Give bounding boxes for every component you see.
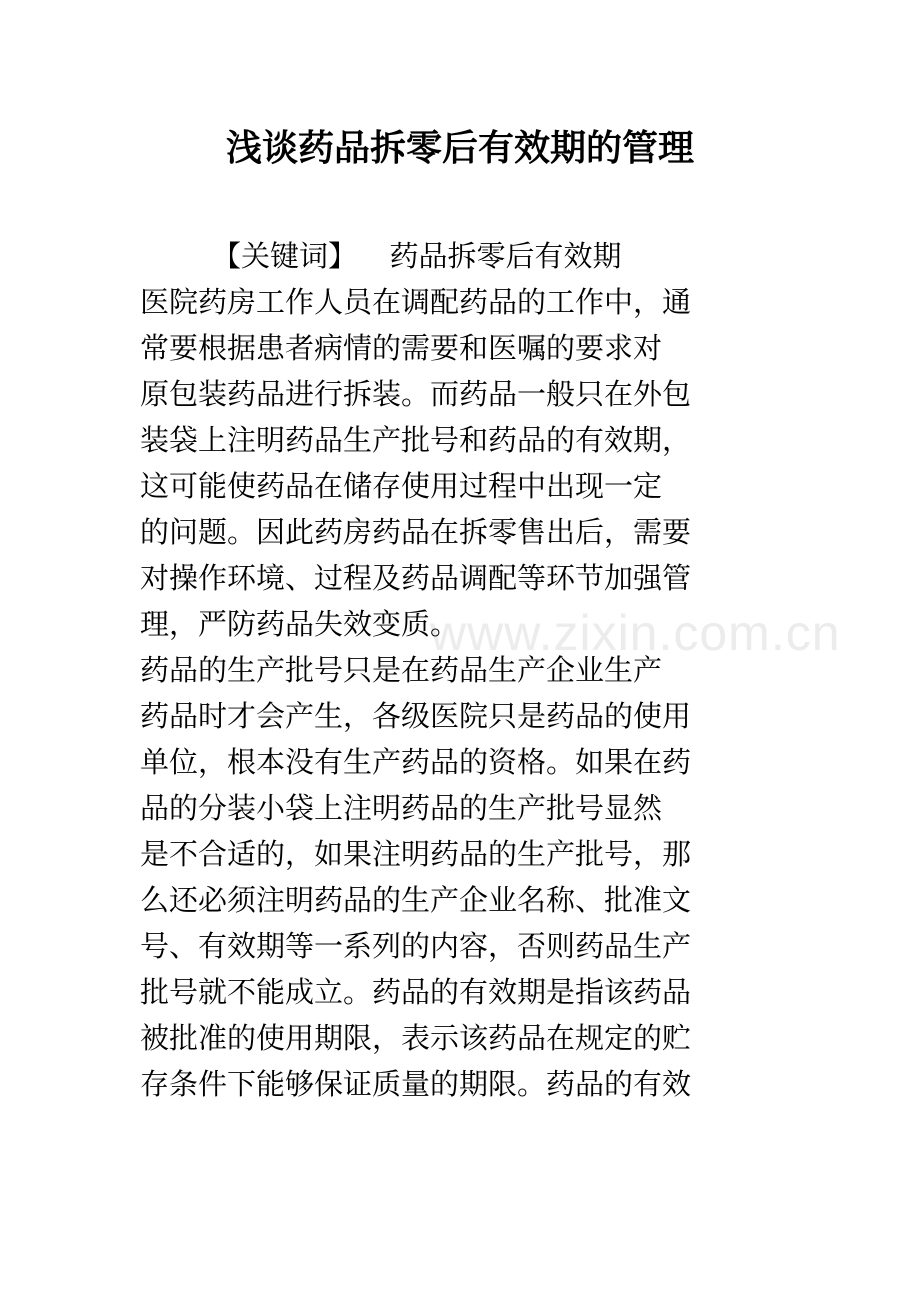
keywords-label: 【关键词】 bbox=[212, 239, 358, 273]
keywords-value: 药品拆零后有效期 bbox=[389, 239, 622, 273]
keywords-line bbox=[212, 236, 621, 276]
paragraph-line: 对操作环境、过程及药品调配等环节加强管 bbox=[140, 561, 692, 595]
paragraph-line: 品的分装小袋上注明药品的生产批号显然 bbox=[140, 791, 663, 825]
paragraph-line: 单位，根本没有生产药品的资格。如果在药 bbox=[140, 745, 692, 779]
watermark: www.zixin.com.cn bbox=[430, 605, 841, 661]
paragraph-line: 号、有效期等一系列的内容，否则药品生产 bbox=[140, 929, 692, 963]
paragraph-line: 这可能使药品在储存使用过程中出现一定 bbox=[140, 469, 663, 503]
paragraph-line: 药品的生产批号只是在药品生产企业生产 bbox=[140, 653, 663, 687]
paragraph-line: 理，严防药品失效变质。 bbox=[140, 607, 460, 641]
paragraph-line: 医院药房工作人员在调配药品的工作中，通 bbox=[140, 285, 692, 319]
paragraph-line: 被批准的使用期限，表示该药品在规定的贮 bbox=[140, 1021, 692, 1055]
paragraph-line: 批号就不能成立。药品的有效期是指该药品 bbox=[140, 975, 692, 1009]
document-title: 浅谈药品拆零后有效期的管理 bbox=[225, 127, 694, 169]
paragraph-line: 是不合适的，如果注明药品的生产批号，那 bbox=[140, 837, 692, 871]
paragraph-line: 装袋上注明药品生产批号和药品的有效期， bbox=[140, 423, 692, 457]
paragraph-line: 药品时才会产生，各级医院只是药品的使用 bbox=[140, 699, 692, 733]
paragraph-line: 存条件下能够保证质量的期限。药品的有效 bbox=[140, 1067, 692, 1101]
paragraph-line: 常要根据患者病情的需要和医嘱的要求对 bbox=[140, 331, 663, 365]
paragraph-line: 么还必须注明药品的生产企业名称、批准文 bbox=[140, 883, 692, 917]
paragraph-line: 的问题。因此药房药品在拆零售出后，需要 bbox=[140, 515, 692, 549]
paragraph-line: 原包装药品进行拆装。而药品一般只在外包 bbox=[140, 377, 692, 411]
